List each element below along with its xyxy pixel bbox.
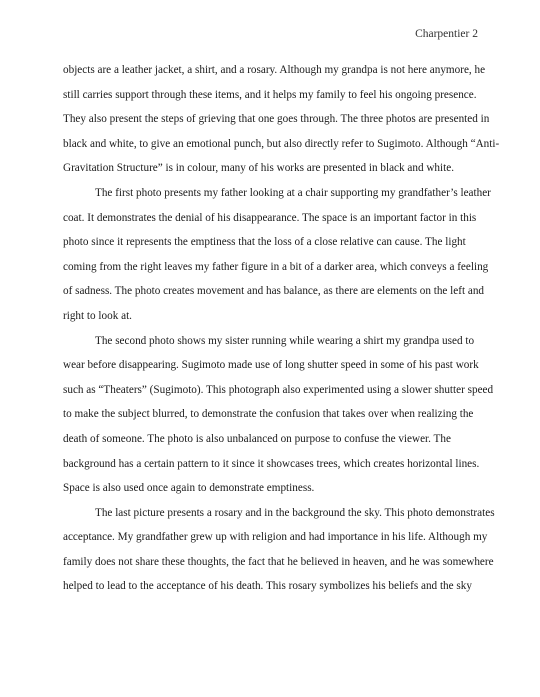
text-line: to make the subject blurred, to demonstrate the confusion that takes over when realizing the (63, 408, 474, 421)
paragraph-2 (63, 181, 491, 329)
text-line: background has a certain pattern to it since it showcases trees, which creates horizontal lines. (63, 457, 480, 470)
body-text (63, 58, 500, 599)
text-line: black and white, to give an emotional punch, but also directly refer to Sugimoto. Although “Anti- (63, 137, 500, 150)
text-line: objects are a leather jacket, a shirt, and a rosary. Although my grandpa is not here anymore, he (63, 64, 486, 76)
text-line: Space is also used once again to demonstrate emptiness. (63, 482, 315, 495)
text-line: photo since it represents the emptiness that the loss of a close relative can cause. The light (63, 236, 466, 249)
text-line: coat. It demonstrates the denial of his disappearance. The space is an important factor in this (63, 211, 477, 224)
text-line: The last picture presents a rosary and in the background the sky. This photo demonstrates (95, 506, 495, 519)
text-line: The first photo presents my father looking at a chair supporting my grandfather’s leather (95, 186, 491, 199)
text-line: such as “Theaters” (Sugimoto). This photograph also experimented using a slower shutter speed (63, 383, 494, 396)
text-line: They also present the steps of grieving that one goes through. The three photos are presented in (63, 113, 490, 126)
text-line: wear before disappearing. Sugimoto made use of long shutter speed in some of his past work (63, 359, 479, 372)
text-line: The second photo shows my sister running while wearing a shirt my grandpa used to (95, 334, 475, 347)
text-line: right to look at. (63, 309, 132, 322)
text-line: family does not share these thoughts, the fact that he believed in heaven, and he was somewhere (63, 555, 494, 568)
paragraph-4 (63, 501, 495, 599)
text-line: acceptance. My grandfather grew up with religion and had importance in his life. Although my (63, 531, 488, 544)
text-line: death of someone. The photo is also unbalanced on purpose to confuse the viewer. The (63, 432, 451, 445)
paragraph-1 (63, 58, 500, 181)
text-line: of sadness. The photo creates movement and has balance, as there are elements on the left and (63, 285, 485, 298)
text-line: coming from the right leaves my father figure in a bit of a darker area, which conveys a feeling (63, 260, 489, 273)
text-line: still carries support through these items, and it helps my family to feel his ongoing presence. (63, 88, 477, 101)
text-line: Gravitation Structure” is in colour, many of his works are presented in black and white. (63, 162, 455, 175)
running-head: Charpentier 2 (415, 28, 478, 40)
paragraph-3 (63, 329, 494, 501)
text-line: helped to lead to the acceptance of his death. This rosary symbolizes his beliefs and the sky (63, 580, 472, 593)
